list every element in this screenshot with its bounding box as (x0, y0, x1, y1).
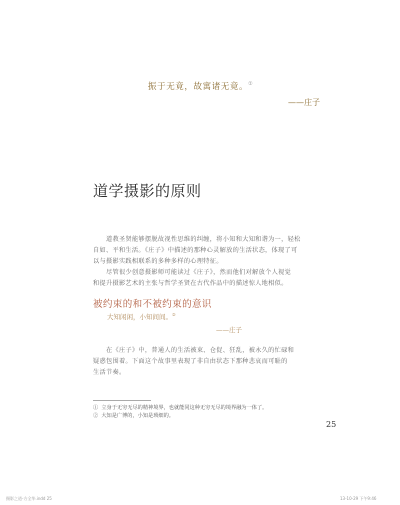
footnote-divider (93, 400, 151, 401)
section-heading: 被约束的和不被约束的意识 (93, 299, 212, 310)
paragraph-line: 和提升摄影艺术的主张与哲学圣贤在古代作品中的描述惊人地相似。 (93, 280, 288, 287)
epigraph-quote: 振于无竟，故寓诸无竟。① (148, 81, 254, 92)
print-slug-file: 摄影之道-方全华.indd 25 (6, 496, 52, 501)
body-paragraph-2 (93, 267, 319, 289)
footnote-2: ② 大知是广博的，小知是琐细的。 (93, 413, 174, 419)
section-note-mark: ② (172, 312, 176, 317)
page-number: 25 (326, 420, 337, 429)
print-slug-timestamp: 13-10-29 下午9:46 (340, 496, 377, 501)
paragraph-line: 自如、平和生活。《庄子》中描述的那种心灵解放的生活状态，体现了可 (93, 247, 298, 254)
paragraph-line: 疑惑包围着。下面这个故事里表现了非自由状态下那种悲哀而可耻的 (93, 358, 288, 365)
section-paragraph (93, 345, 319, 378)
chapter-title: 道学摄影的原则 (93, 182, 202, 200)
epigraph-attribution: ——庄子 (288, 98, 320, 107)
paragraph-line: 尽管很少创意摄影师可能读过《庄子》，然而他们对解放个人视觉 (106, 269, 292, 276)
section-attribution: ——庄子 (216, 326, 242, 334)
body-paragraph-1 (93, 234, 319, 267)
footnote-1: ① 立身于无穷无尽的精神境界，也就能同这种无穷无尽的境界融为一体了。 (93, 405, 268, 411)
paragraph-line: 以与摄影实践相联系的多种多样的心理特征。 (93, 258, 223, 265)
paragraph-line: 在《庄子》中，普通人的生活被束、仓促、狂乱，被永久的忙碌和 (106, 347, 295, 354)
section-quote: 大知闲闲，小知间间。② (107, 312, 176, 322)
paragraph-line: 道教圣贤能够摆脱故视性思维的纠缠，将小知和大知和谐为一，轻松 (106, 236, 301, 243)
paragraph-line: 生活节奏。 (93, 369, 126, 376)
epigraph-note-mark: ① (248, 81, 254, 88)
